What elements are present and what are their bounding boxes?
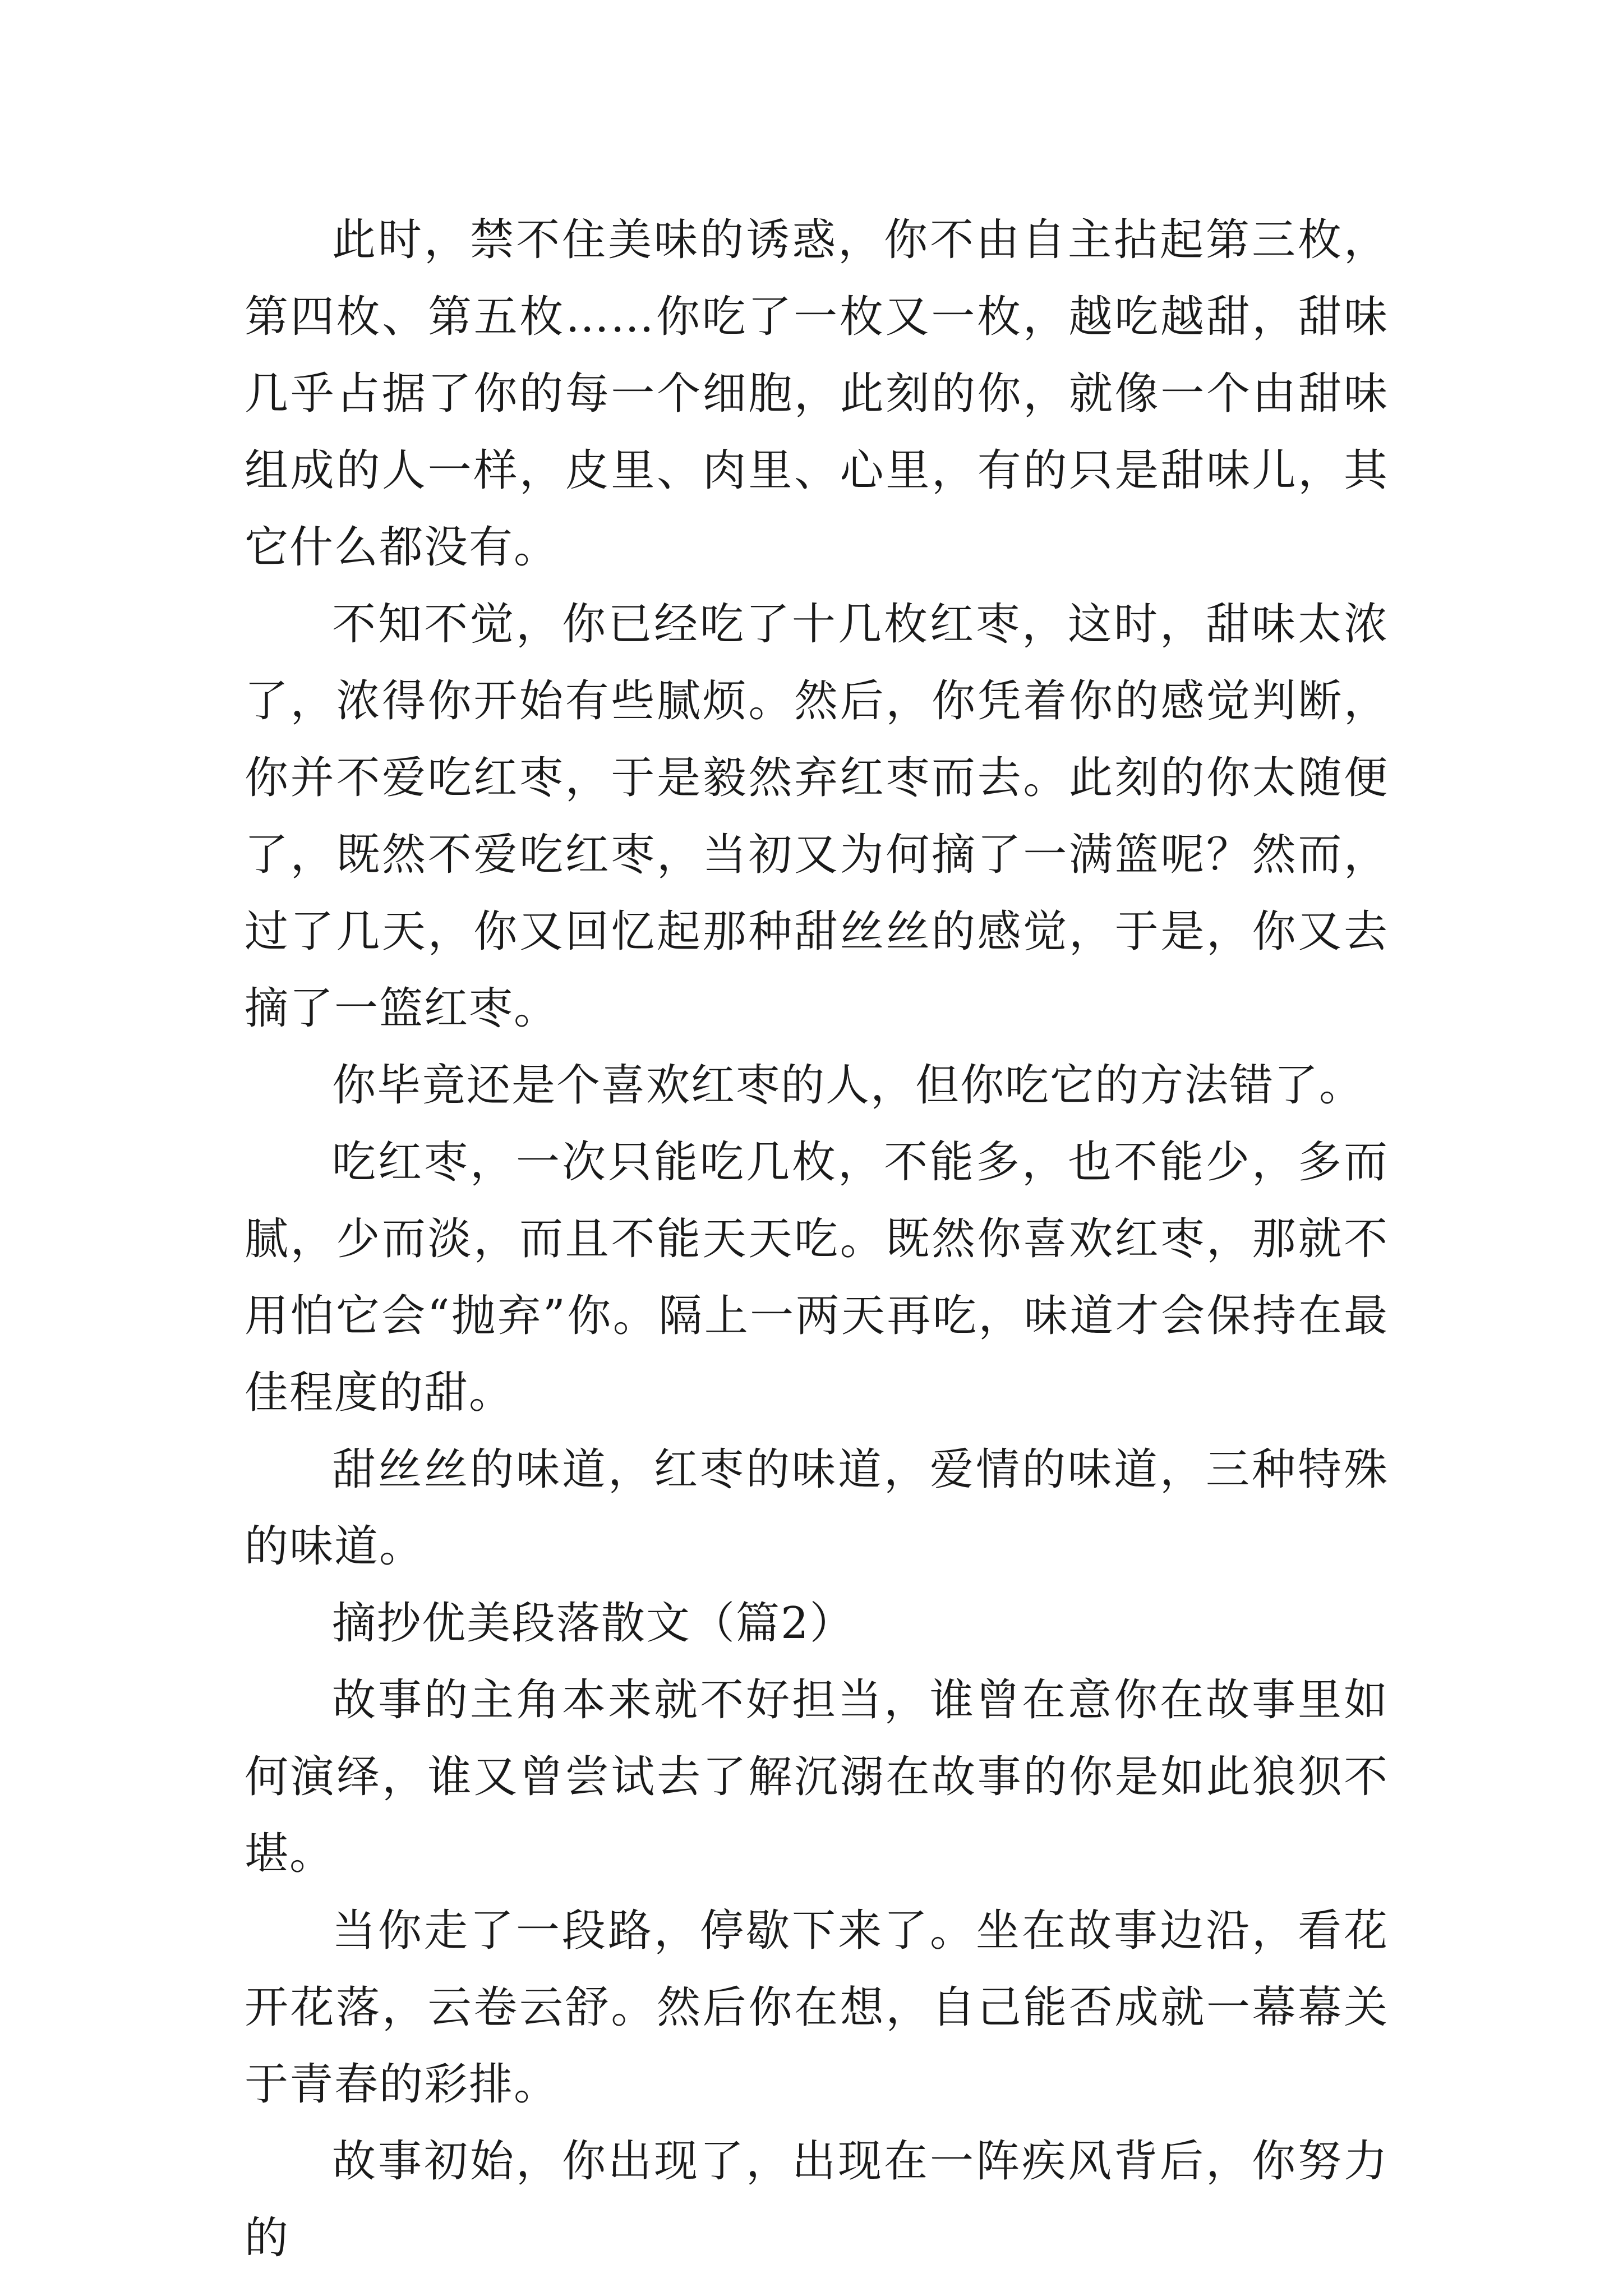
paragraph-three-flavors: 甜丝丝的味道，红枣的味道，爱情的味道，三种特殊的味道。: [245, 1444, 1389, 1572]
paragraph-rest-by-story-edge: 当你走了一段路，停歇下来了。坐在故事边沿，看花开花落，云卷云舒。然后你在想，自己能否成就一幕幕关于青春的彩排。: [245, 1906, 1389, 2110]
paragraph-eating-more-dates: 此时，禁不住美味的诱惑，你不由自主拈起第三枚，第四枚、第五枚……你吃了一枚又一枚，越吃越甜，甜味几乎占据了你的每一个细胞，此刻的你，就像一个由甜味组成的人一样，皮里、肉里、心里，有的只是甜味儿，其它什么都没有。: [245, 215, 1389, 573]
paragraph-story-protagonist: 故事的主角本来就不好担当，谁曾在意你在故事里如何演绎，谁又曾尝试去了解沉溺在故事的你是如此狼狈不堪。: [245, 1675, 1389, 1879]
paragraph-tired-of-sweetness: 不知不觉，你已经吃了十几枚红枣，这时，甜味太浓了，浓得你开始有些腻烦。然后，你凭着你的感觉判断，你并不爱吃红枣，于是毅然弃红枣而去。此刻的你太随便了，既然不爱吃红枣，当初又为何摘了一满篮呢？然而，过了几天，你又回忆起那种甜丝丝的感觉，于是，你又去摘了一篮红枣。: [245, 599, 1389, 1034]
paragraph-story-begins: 故事初始，你出现了，出现在一阵疾风背后，你努力的: [245, 2136, 1389, 2263]
paragraph-how-to-eat-dates: 吃红枣，一次只能吃几枚，不能多，也不能少，多而腻，少而淡，而且不能天天吃。既然你喜欢红枣，那就不用怕它会“抛弃”你。隔上一两天再吃，味道才会保持在最佳程度的甜。: [245, 1137, 1389, 1418]
document-body: [245, 202, 1389, 2277]
paragraph-wrong-method: 你毕竟还是个喜欢红枣的人，但你吃它的方法错了。: [332, 1060, 1364, 1111]
section-heading-part-2: 摘抄优美段落散文（篇2）: [332, 1598, 855, 1649]
